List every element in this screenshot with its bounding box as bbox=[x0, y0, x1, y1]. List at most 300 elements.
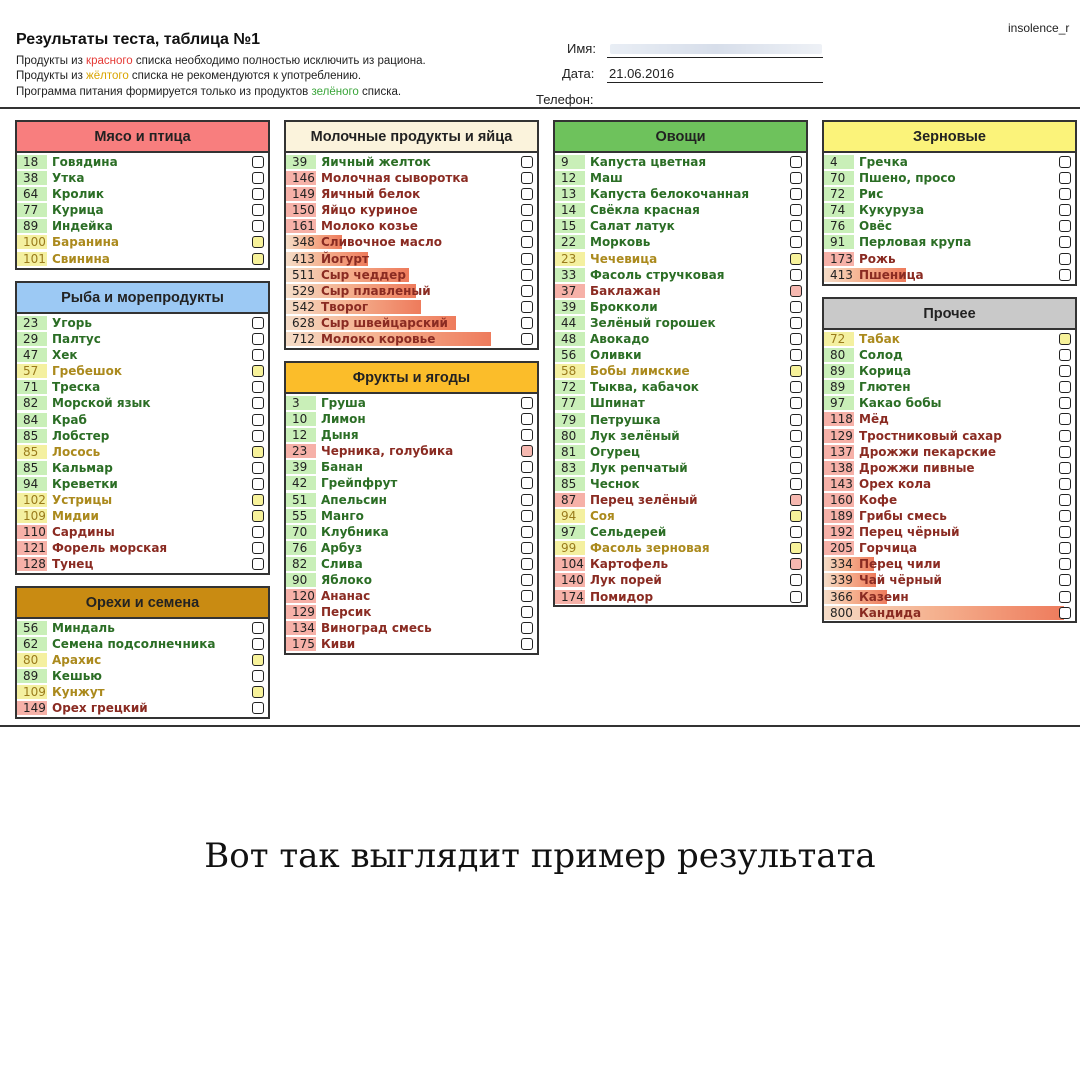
note-text-part: Программа питания формируется только из продуктов bbox=[16, 86, 312, 98]
item-score: 70 bbox=[824, 171, 854, 185]
item-checkbox[interactable] bbox=[1059, 236, 1071, 248]
item-checkbox[interactable] bbox=[521, 301, 533, 313]
item-checkbox[interactable] bbox=[790, 317, 802, 329]
list-item bbox=[17, 363, 268, 379]
item-name: Гречка bbox=[859, 155, 908, 169]
list-item bbox=[17, 412, 268, 428]
item-checkbox[interactable] bbox=[521, 429, 533, 441]
item-score: 38 bbox=[17, 171, 47, 185]
item-checkbox[interactable] bbox=[790, 542, 802, 554]
item-checkbox[interactable] bbox=[252, 236, 264, 248]
note-text-part: списка не рекомендуются к употреблению. bbox=[128, 70, 362, 82]
item-name: Казеин bbox=[859, 589, 909, 604]
bottom-divider bbox=[0, 725, 1080, 727]
item-score: 51 bbox=[286, 493, 316, 507]
item-checkbox[interactable] bbox=[790, 220, 802, 232]
item-checkbox[interactable] bbox=[252, 397, 264, 409]
list-item bbox=[555, 347, 806, 363]
item-score: 23 bbox=[286, 444, 316, 458]
list-item bbox=[824, 444, 1075, 460]
panel-title: Рыба и морепродукты bbox=[17, 283, 268, 314]
list-item bbox=[824, 605, 1075, 621]
list-item bbox=[286, 572, 537, 588]
item-checkbox[interactable] bbox=[252, 204, 264, 216]
item-name: Капуста белокочанная bbox=[590, 187, 750, 202]
list-item bbox=[286, 283, 537, 299]
list-item bbox=[555, 492, 806, 508]
item-checkbox[interactable] bbox=[790, 188, 802, 200]
list-item bbox=[555, 572, 806, 588]
item-checkbox[interactable] bbox=[790, 172, 802, 184]
item-checkbox[interactable] bbox=[521, 477, 533, 489]
item-score: 542 bbox=[292, 299, 315, 314]
item-checkbox[interactable] bbox=[1059, 558, 1071, 570]
item-checkbox[interactable] bbox=[1059, 172, 1071, 184]
item-score: 85 bbox=[17, 461, 47, 475]
list-item bbox=[286, 154, 537, 170]
item-score: 48 bbox=[555, 332, 585, 346]
item-checkbox[interactable] bbox=[521, 622, 533, 634]
item-score: 366 bbox=[830, 589, 853, 604]
item-score: 76 bbox=[824, 219, 854, 233]
list-item bbox=[286, 395, 537, 411]
list-item bbox=[824, 202, 1075, 218]
list-item bbox=[17, 170, 268, 186]
item-checkbox[interactable] bbox=[521, 253, 533, 265]
item-checkbox[interactable] bbox=[521, 156, 533, 168]
item-name: Банан bbox=[321, 460, 363, 475]
list-item bbox=[824, 460, 1075, 476]
item-name: Баранина bbox=[52, 235, 120, 250]
item-name: Лосось bbox=[52, 444, 101, 459]
item-checkbox[interactable] bbox=[252, 381, 264, 393]
item-name: Оливки bbox=[590, 348, 642, 363]
item-checkbox[interactable] bbox=[252, 494, 264, 506]
list-item bbox=[17, 636, 268, 652]
list-item bbox=[286, 315, 537, 331]
item-name: Семена подсолнечника bbox=[52, 637, 216, 652]
item-checkbox[interactable] bbox=[1059, 220, 1071, 232]
item-checkbox[interactable] bbox=[1059, 542, 1071, 554]
item-checkbox[interactable] bbox=[521, 574, 533, 586]
item-name: Мидии bbox=[52, 509, 99, 524]
item-name: Корица bbox=[859, 364, 912, 379]
item-score: 39 bbox=[555, 300, 585, 314]
item-name: Глютен bbox=[859, 380, 911, 395]
list-item bbox=[17, 476, 268, 492]
list-item bbox=[555, 379, 806, 395]
item-name: Дрожжи пекарские bbox=[859, 444, 997, 459]
item-name: Перловая крупа bbox=[859, 235, 972, 250]
item-checkbox[interactable] bbox=[790, 236, 802, 248]
item-checkbox[interactable] bbox=[790, 526, 802, 538]
list-item bbox=[824, 154, 1075, 170]
item-checkbox[interactable] bbox=[1059, 333, 1071, 345]
item-score: 13 bbox=[555, 187, 585, 201]
item-checkbox[interactable] bbox=[252, 253, 264, 265]
item-checkbox[interactable] bbox=[252, 702, 264, 714]
item-score: 129 bbox=[286, 605, 316, 619]
item-checkbox[interactable] bbox=[252, 638, 264, 650]
list-item bbox=[17, 186, 268, 202]
list-item bbox=[286, 186, 537, 202]
item-name: Бобы лимские bbox=[590, 364, 690, 379]
item-checkbox[interactable] bbox=[521, 494, 533, 506]
item-score: 56 bbox=[555, 348, 585, 362]
item-score: 44 bbox=[555, 316, 585, 330]
list-item bbox=[824, 379, 1075, 395]
item-checkbox[interactable] bbox=[521, 204, 533, 216]
list-item bbox=[17, 556, 268, 572]
item-checkbox[interactable] bbox=[1059, 349, 1071, 361]
item-score: 39 bbox=[286, 155, 316, 169]
item-checkbox[interactable] bbox=[790, 349, 802, 361]
item-checkbox[interactable] bbox=[252, 414, 264, 426]
item-name: Лук зелёный bbox=[590, 428, 680, 443]
item-checkbox[interactable] bbox=[252, 526, 264, 538]
list-item bbox=[555, 460, 806, 476]
item-checkbox[interactable] bbox=[1059, 574, 1071, 586]
item-name: Персик bbox=[321, 605, 372, 620]
item-checkbox[interactable] bbox=[790, 494, 802, 506]
item-checkbox[interactable] bbox=[521, 285, 533, 297]
item-name: Слива bbox=[321, 556, 363, 571]
item-checkbox[interactable] bbox=[252, 686, 264, 698]
item-name: Гребешок bbox=[52, 364, 123, 379]
item-checkbox[interactable] bbox=[252, 349, 264, 361]
item-score: 15 bbox=[555, 219, 585, 233]
item-name: Клубника bbox=[321, 524, 389, 539]
item-checkbox[interactable] bbox=[790, 285, 802, 297]
item-checkbox[interactable] bbox=[252, 542, 264, 554]
item-checkbox[interactable] bbox=[521, 413, 533, 425]
item-name: Дыня bbox=[321, 428, 359, 443]
item-name: Сельдерей bbox=[590, 525, 667, 540]
item-name: Кешью bbox=[52, 669, 102, 684]
item-name: Ананас bbox=[321, 589, 371, 604]
list-item bbox=[286, 331, 537, 347]
item-checkbox[interactable] bbox=[1059, 430, 1071, 442]
list-item bbox=[824, 572, 1075, 588]
item-name: Огурец bbox=[590, 444, 640, 459]
item-checkbox[interactable] bbox=[790, 204, 802, 216]
item-name: Манго bbox=[321, 508, 364, 523]
item-name: Угорь bbox=[52, 316, 92, 330]
item-checkbox[interactable] bbox=[521, 317, 533, 329]
item-name: Тыква, кабачок bbox=[590, 380, 699, 395]
item-name: Горчица bbox=[859, 541, 918, 556]
item-checkbox[interactable] bbox=[1059, 156, 1071, 168]
item-score: 134 bbox=[286, 621, 316, 635]
item-checkbox[interactable] bbox=[790, 269, 802, 281]
item-name: Кальмар bbox=[52, 460, 113, 475]
item-checkbox[interactable] bbox=[790, 397, 802, 409]
item-score: 110 bbox=[17, 525, 47, 539]
item-name: Йогурт bbox=[321, 251, 369, 266]
item-checkbox[interactable] bbox=[521, 236, 533, 248]
item-score: 161 bbox=[286, 219, 316, 233]
item-checkbox[interactable] bbox=[790, 333, 802, 345]
item-score: 64 bbox=[17, 187, 47, 201]
list-item bbox=[17, 395, 268, 411]
item-name: Кролик bbox=[52, 187, 104, 202]
list-item bbox=[824, 411, 1075, 427]
item-name: Молоко козье bbox=[321, 219, 418, 234]
item-score: 23 bbox=[555, 252, 585, 266]
item-score: 205 bbox=[824, 541, 854, 555]
item-name: Фасоль стручковая bbox=[590, 267, 725, 282]
item-name: Сыр чеддер bbox=[321, 267, 406, 282]
item-checkbox[interactable] bbox=[252, 220, 264, 232]
item-score: 89 bbox=[824, 380, 854, 394]
item-checkbox[interactable] bbox=[521, 558, 533, 570]
list-item bbox=[824, 540, 1075, 556]
item-checkbox[interactable] bbox=[1059, 494, 1071, 506]
item-checkbox[interactable] bbox=[1059, 381, 1071, 393]
item-checkbox[interactable] bbox=[790, 430, 802, 442]
item-name: Рис bbox=[859, 187, 884, 202]
item-name: Курица bbox=[52, 203, 104, 218]
list-item bbox=[286, 443, 537, 459]
item-checkbox[interactable] bbox=[521, 638, 533, 650]
item-checkbox[interactable] bbox=[521, 220, 533, 232]
item-checkbox[interactable] bbox=[252, 172, 264, 184]
list-item bbox=[555, 299, 806, 315]
item-checkbox[interactable] bbox=[521, 172, 533, 184]
item-checkbox[interactable] bbox=[790, 446, 802, 458]
item-name: Миндаль bbox=[52, 621, 115, 635]
list-item bbox=[17, 315, 268, 331]
item-checkbox[interactable] bbox=[1059, 510, 1071, 522]
item-name: Салат латук bbox=[590, 219, 675, 234]
list-item bbox=[17, 347, 268, 363]
item-score: 72 bbox=[555, 380, 585, 394]
item-score: 94 bbox=[555, 509, 585, 523]
item-checkbox[interactable] bbox=[1059, 365, 1071, 377]
item-name: Капуста цветная bbox=[590, 155, 707, 169]
panel-title: Молочные продукты и яйца bbox=[286, 122, 537, 153]
item-checkbox[interactable] bbox=[252, 156, 264, 168]
item-checkbox[interactable] bbox=[252, 430, 264, 442]
item-checkbox[interactable] bbox=[252, 622, 264, 634]
item-checkbox[interactable] bbox=[1059, 204, 1071, 216]
list-item bbox=[555, 186, 806, 202]
item-checkbox[interactable] bbox=[252, 462, 264, 474]
item-checkbox[interactable] bbox=[252, 478, 264, 490]
item-score: 90 bbox=[286, 573, 316, 587]
item-checkbox[interactable] bbox=[790, 478, 802, 490]
item-name: Орех грецкий bbox=[52, 701, 148, 716]
item-score: 85 bbox=[17, 429, 47, 443]
item-checkbox[interactable] bbox=[790, 510, 802, 522]
item-checkbox[interactable] bbox=[1059, 269, 1071, 281]
item-checkbox[interactable] bbox=[790, 365, 802, 377]
item-score: 150 bbox=[286, 203, 316, 217]
panel-fish bbox=[15, 281, 270, 575]
item-checkbox[interactable] bbox=[521, 461, 533, 473]
item-name: Устрицы bbox=[52, 493, 113, 508]
item-score: 413 bbox=[830, 267, 853, 282]
list-item bbox=[286, 508, 537, 524]
item-score: 84 bbox=[17, 413, 47, 427]
item-checkbox[interactable] bbox=[252, 654, 264, 666]
item-name: Молоко коровье bbox=[321, 332, 436, 347]
item-checkbox[interactable] bbox=[521, 333, 533, 345]
item-score: 10 bbox=[286, 412, 316, 426]
item-checkbox[interactable] bbox=[790, 591, 802, 603]
item-checkbox[interactable] bbox=[252, 365, 264, 377]
list-item bbox=[17, 154, 268, 170]
item-checkbox[interactable] bbox=[521, 188, 533, 200]
list-item bbox=[824, 395, 1075, 411]
item-score: 175 bbox=[286, 637, 316, 651]
item-score: 140 bbox=[555, 573, 585, 587]
item-score: 99 bbox=[555, 541, 585, 555]
item-name: Баклажан bbox=[590, 283, 661, 298]
item-checkbox[interactable] bbox=[521, 542, 533, 554]
item-checkbox[interactable] bbox=[521, 606, 533, 618]
item-name: Грибы смесь bbox=[859, 509, 947, 524]
item-name: Арбуз bbox=[321, 540, 363, 555]
item-score: 57 bbox=[17, 364, 47, 378]
item-name: Чай чёрный bbox=[859, 573, 942, 588]
item-checkbox[interactable] bbox=[521, 510, 533, 522]
item-name: Арахис bbox=[52, 653, 102, 668]
item-score: 94 bbox=[17, 477, 47, 491]
list-item bbox=[824, 218, 1075, 234]
item-name: Яичный желток bbox=[321, 155, 431, 169]
item-name: Орех кола bbox=[859, 476, 932, 491]
item-score: 97 bbox=[555, 525, 585, 539]
panel-other bbox=[822, 297, 1077, 623]
item-name: Творог bbox=[321, 299, 369, 314]
panel-meat bbox=[15, 120, 270, 270]
panel-title: Овощи bbox=[555, 122, 806, 153]
item-name: Брокколи bbox=[590, 299, 658, 314]
item-name: Апельсин bbox=[321, 492, 387, 507]
list-item bbox=[824, 428, 1075, 444]
list-item bbox=[17, 668, 268, 684]
date-label: Дата: bbox=[562, 66, 595, 81]
item-name: Тростниковый сахар bbox=[859, 428, 1002, 443]
item-name: Картофель bbox=[590, 557, 669, 572]
item-checkbox[interactable] bbox=[1059, 462, 1071, 474]
list-item bbox=[555, 267, 806, 283]
item-checkbox[interactable] bbox=[790, 462, 802, 474]
page-title: Результаты теста, таблица №1 bbox=[16, 31, 261, 48]
item-name: Морковь bbox=[590, 235, 651, 250]
list-item bbox=[555, 315, 806, 331]
list-item bbox=[286, 411, 537, 427]
item-name: Солод bbox=[859, 348, 903, 363]
item-checkbox[interactable] bbox=[790, 381, 802, 393]
item-checkbox[interactable] bbox=[790, 156, 802, 168]
item-name: Свинина bbox=[52, 251, 110, 266]
item-name: Утка bbox=[52, 171, 85, 186]
list-item bbox=[555, 251, 806, 267]
item-checkbox[interactable] bbox=[1059, 478, 1071, 490]
item-score: 62 bbox=[17, 637, 47, 651]
date-underline bbox=[607, 82, 823, 83]
item-name: Хек bbox=[52, 348, 78, 363]
item-checkbox[interactable] bbox=[252, 670, 264, 682]
item-name: Морской язык bbox=[52, 396, 151, 411]
panel-title: Прочее bbox=[824, 299, 1075, 330]
list-item bbox=[824, 234, 1075, 250]
list-item bbox=[824, 508, 1075, 524]
item-name: Груша bbox=[321, 396, 366, 410]
item-checkbox[interactable] bbox=[252, 317, 264, 329]
item-score: 33 bbox=[555, 268, 585, 282]
item-checkbox[interactable] bbox=[252, 188, 264, 200]
item-checkbox[interactable] bbox=[252, 558, 264, 570]
list-item bbox=[286, 234, 537, 250]
item-score: 83 bbox=[555, 461, 585, 475]
item-checkbox[interactable] bbox=[1059, 253, 1071, 265]
item-checkbox[interactable] bbox=[1059, 397, 1071, 409]
item-name: Черника, голубика bbox=[321, 444, 454, 459]
item-score: 85 bbox=[555, 477, 585, 491]
item-checkbox[interactable] bbox=[252, 510, 264, 522]
item-score: 81 bbox=[555, 445, 585, 459]
note-red bbox=[16, 55, 426, 67]
item-score: 42 bbox=[286, 476, 316, 490]
item-checkbox[interactable] bbox=[790, 414, 802, 426]
item-checkbox[interactable] bbox=[252, 446, 264, 458]
item-checkbox[interactable] bbox=[521, 445, 533, 457]
item-score: 72 bbox=[824, 187, 854, 201]
item-checkbox[interactable] bbox=[1059, 188, 1071, 200]
item-name: Говядина bbox=[52, 155, 118, 169]
item-checkbox[interactable] bbox=[521, 526, 533, 538]
item-checkbox[interactable] bbox=[790, 558, 802, 570]
item-name: Шпинат bbox=[590, 396, 645, 411]
watermark-username: insolence_r bbox=[1008, 21, 1070, 35]
item-checkbox[interactable] bbox=[1059, 526, 1071, 538]
item-score: 3 bbox=[286, 396, 316, 410]
item-checkbox[interactable] bbox=[521, 397, 533, 409]
item-name: Перец чёрный bbox=[859, 525, 960, 540]
item-name: Яблоко bbox=[321, 573, 373, 588]
item-name: Рожь bbox=[859, 251, 896, 266]
item-checkbox[interactable] bbox=[521, 269, 533, 281]
list-item bbox=[17, 379, 268, 395]
list-item bbox=[555, 589, 806, 605]
item-checkbox[interactable] bbox=[1059, 607, 1071, 619]
item-checkbox[interactable] bbox=[1059, 446, 1071, 458]
item-checkbox[interactable] bbox=[790, 574, 802, 586]
list-item bbox=[555, 331, 806, 347]
item-score: 76 bbox=[286, 541, 316, 555]
item-name: Кукуруза bbox=[859, 203, 925, 218]
note-text-part: жёлтого bbox=[86, 70, 129, 82]
item-checkbox[interactable] bbox=[1059, 591, 1071, 603]
item-score: 79 bbox=[555, 413, 585, 427]
item-checkbox[interactable] bbox=[790, 253, 802, 265]
item-checkbox[interactable] bbox=[252, 333, 264, 345]
item-name: Тунец bbox=[52, 557, 94, 572]
item-checkbox[interactable] bbox=[521, 590, 533, 602]
item-score: 80 bbox=[824, 348, 854, 362]
item-name: Перец зелёный bbox=[590, 492, 698, 507]
item-checkbox[interactable] bbox=[790, 301, 802, 313]
list-item bbox=[286, 620, 537, 636]
item-score: 137 bbox=[824, 445, 854, 459]
item-checkbox[interactable] bbox=[1059, 413, 1071, 425]
item-name: Краб bbox=[52, 412, 87, 427]
list-item bbox=[17, 251, 268, 267]
item-score: 23 bbox=[17, 316, 47, 330]
